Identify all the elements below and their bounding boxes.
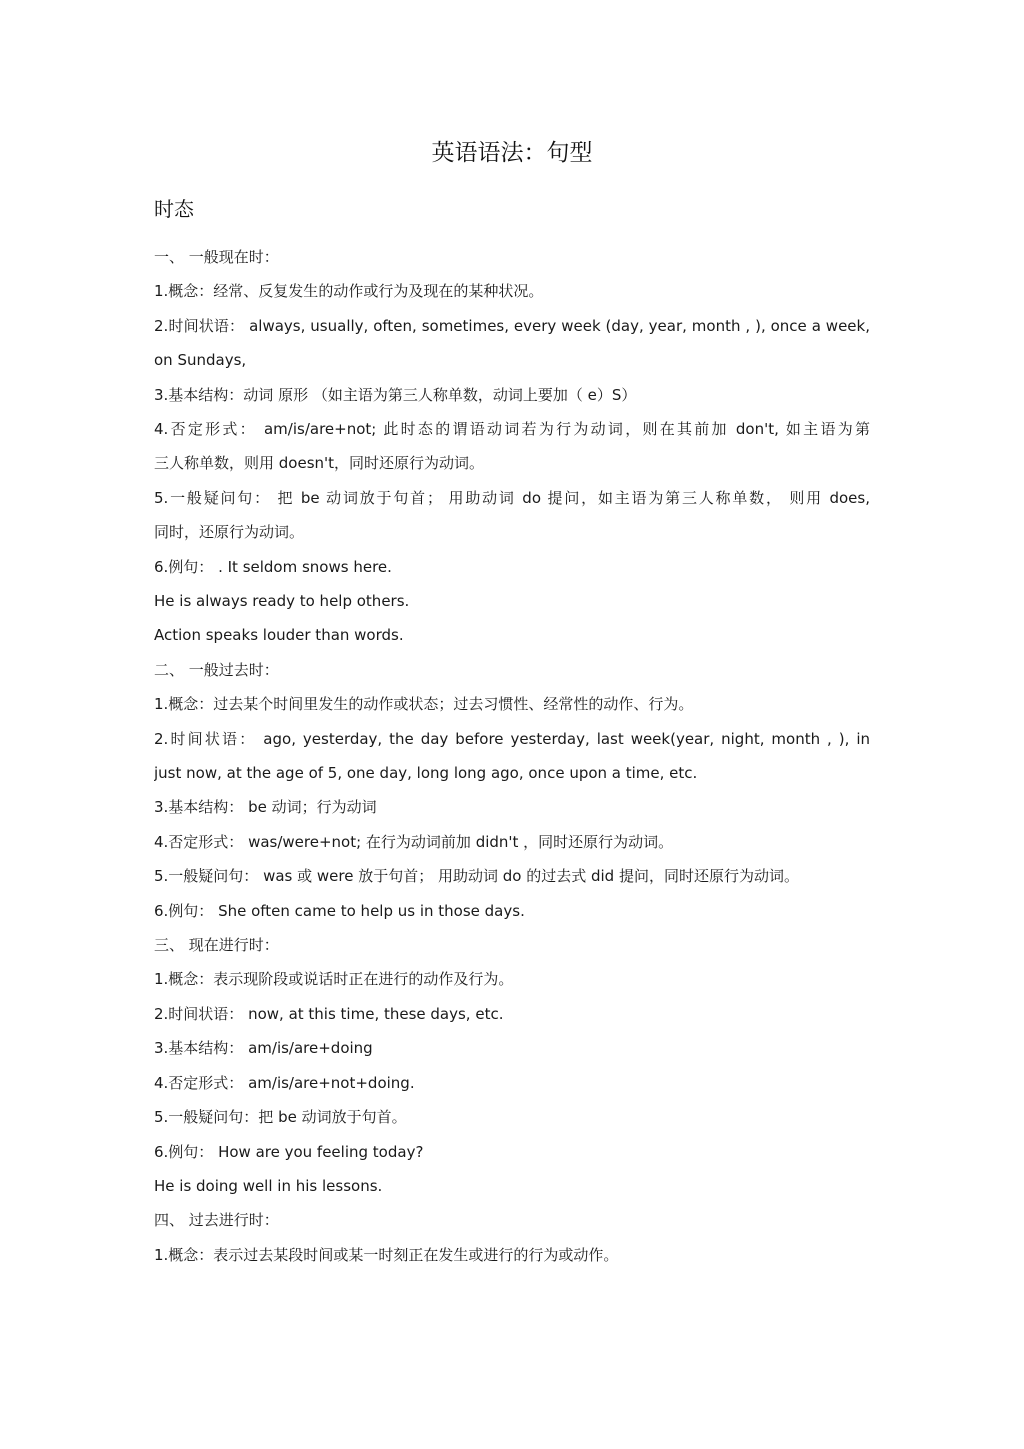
text-line: 6.例句： . It seldom snows here. bbox=[154, 557, 392, 576]
text-line: 6.例句： She often came to help us in those days. bbox=[154, 901, 525, 920]
text-line: 1.概念：经常、反复发生的动作或行为及现在的某种状况。 bbox=[154, 282, 544, 301]
text-line: Action speaks louder than words. bbox=[154, 626, 404, 645]
text-line: 1.概念：过去某个时间里发生的动作或状态；过去习惯性、经常性的动作、行为。 bbox=[154, 695, 694, 714]
text-line: He is doing well in his lessons. bbox=[154, 1176, 383, 1195]
text-line: 5.一般疑问句：把 be 动词放于句首。 bbox=[154, 1108, 407, 1127]
text-line: 2.时间状语： ago, yesterday, the day before yesterday, last week(year, night, month , ), in bbox=[154, 729, 870, 748]
text-line: on Sundays, bbox=[154, 351, 247, 370]
text-line: He is always ready to help others. bbox=[154, 592, 410, 611]
document-body bbox=[154, 240, 870, 1272]
text-line: 1.概念：表示过去某段时间或某一时刻正在发生或进行的行为或动作。 bbox=[154, 1245, 619, 1264]
text-line: 4.否定形式： am/is/are+not; 此时态的谓语动词若为行为动词，则在其前加 don't, 如主语为第 bbox=[154, 420, 870, 439]
page-title: 英语语法：句型 bbox=[431, 140, 593, 166]
text-line: 1.概念：表示现阶段或说话时正在进行的动作及行为。 bbox=[154, 970, 514, 989]
section-heading: 时态 bbox=[154, 197, 194, 221]
text-line: 5.一般疑问句： 把 be 动词放于句首； 用助动词 do 提问，如主语为第三人称单数， 则用 does, bbox=[154, 488, 870, 507]
text-line: 四、 过去进行时： bbox=[154, 1211, 279, 1230]
text-line: 三人称单数，则用 doesn't，同时还原行为动词。 bbox=[154, 454, 485, 473]
text-line: 4.否定形式： am/is/are+not+doing. bbox=[154, 1073, 415, 1092]
text-line: 3.基本结构： am/is/are+doing bbox=[154, 1039, 373, 1058]
text-line: 同时，还原行为动词。 bbox=[154, 523, 305, 542]
text-line: 6.例句： How are you feeling today? bbox=[154, 1142, 424, 1161]
text-line: 2.时间状语： now, at this time, these days, etc. bbox=[154, 1004, 504, 1023]
text-line: 3.基本结构： be 动词；行为动词 bbox=[154, 798, 377, 817]
text-line: 4.否定形式： was/were+not; 在行为动词前加 didn't ，同时还原行为动词。 bbox=[154, 832, 674, 851]
text-line: 3.基本结构：动词 原形 （如主语为第三人称单数，动词上要加（ e）S） bbox=[154, 385, 637, 404]
text-line: 2.时间状语： always, usually, often, sometimes, every week (day, year, month , ), once a week, bbox=[154, 316, 870, 335]
text-line: 二、 一般过去时： bbox=[154, 660, 279, 679]
text-line: 三、 现在进行时： bbox=[154, 936, 279, 955]
text-line: 5.一般疑问句： was 或 were 放于句首； 用助动词 do 的过去式 did 提问，同时还原行为动词。 bbox=[154, 867, 799, 886]
text-line: just now, at the age of 5, one day, long long ago, once upon a time, etc. bbox=[154, 764, 698, 783]
text-line: 一、 一般现在时： bbox=[154, 248, 279, 266]
